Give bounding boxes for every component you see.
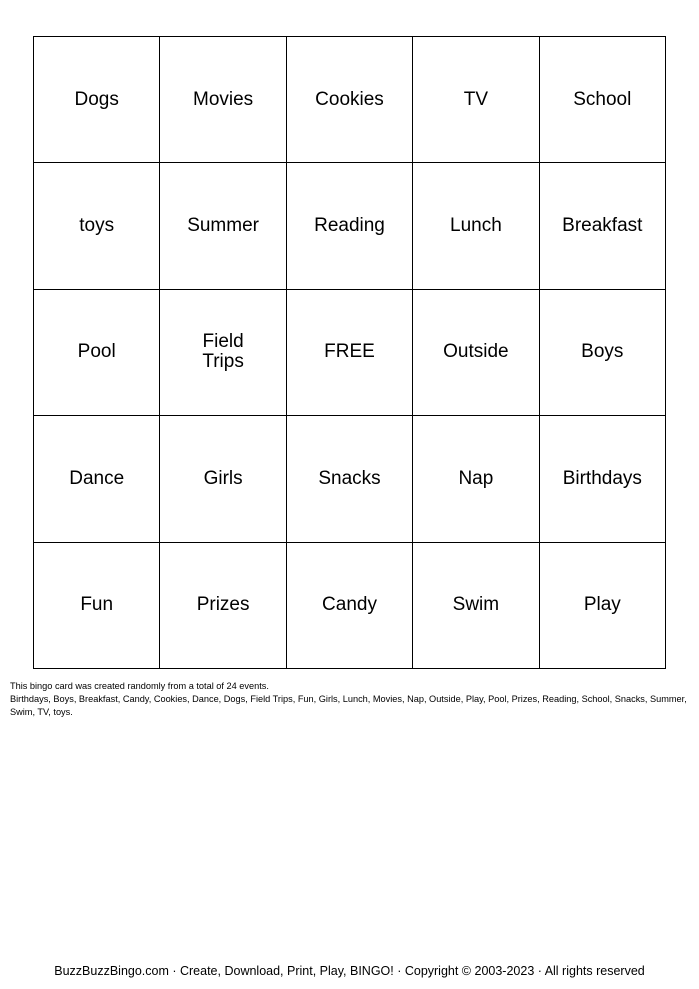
bingo-cell-r4-c5: Birthdays: [540, 416, 666, 542]
bingo-cell-r1-c3: Cookies: [287, 37, 413, 163]
events-list-text: Birthdays, Boys, Breakfast, Candy, Cookies, Dance, Dogs, Field Trips, Fun, Girls, Lunch, Movies, Nap, Outside, Play, Pool, Prizes, Reading, School, Snacks, Summer, Swim, TV, toys.: [10, 694, 687, 717]
bingo-cell-r2-c1: toys: [34, 163, 160, 289]
card-info-note: [10, 680, 695, 719]
bingo-cell-r2-c5: Breakfast: [540, 163, 666, 289]
card-summary-text: This bingo card was created randomly from a total of 24 events.: [10, 681, 269, 691]
bingo-cell-r2-c3: Reading: [287, 163, 413, 289]
bingo-cell-r4-c4: Nap: [413, 416, 539, 542]
bingo-cell-r3-c4: Outside: [413, 290, 539, 416]
bingo-cell-r3-c2: Field Trips: [160, 290, 286, 416]
bingo-cell-r1-c4: TV: [413, 37, 539, 163]
bingo-cell-r3-c5: Boys: [540, 290, 666, 416]
bingo-cell-r5-c5: Play: [540, 543, 666, 669]
bingo-cell-r1-c5: School: [540, 37, 666, 163]
bingo-cell-r2-c4: Lunch: [413, 163, 539, 289]
bingo-cell-r1-c2: Movies: [160, 37, 286, 163]
bingo-cell-r5-c2: Prizes: [160, 543, 286, 669]
bingo-cell-r5-c3: Candy: [287, 543, 413, 669]
page-footer: BuzzBuzzBingo.com · Create, Download, Print, Play, BINGO! · Copyright © 2003-2023 · All rights reserved: [54, 964, 645, 978]
bingo-cell-r1-c1: Dogs: [34, 37, 160, 163]
bingo-cell-r5-c4: Swim: [413, 543, 539, 669]
bingo-card-grid: [33, 36, 666, 669]
bingo-cell-r4-c1: Dance: [34, 416, 160, 542]
bingo-cell-r2-c2: Summer: [160, 163, 286, 289]
bingo-cell-r4-c2: Girls: [160, 416, 286, 542]
bingo-cell-r3-c1: Pool: [34, 290, 160, 416]
bingo-cell-r5-c1: Fun: [34, 543, 160, 669]
bingo-cell-r4-c3: Snacks: [287, 416, 413, 542]
bingo-cell-free-space: FREE: [287, 290, 413, 416]
